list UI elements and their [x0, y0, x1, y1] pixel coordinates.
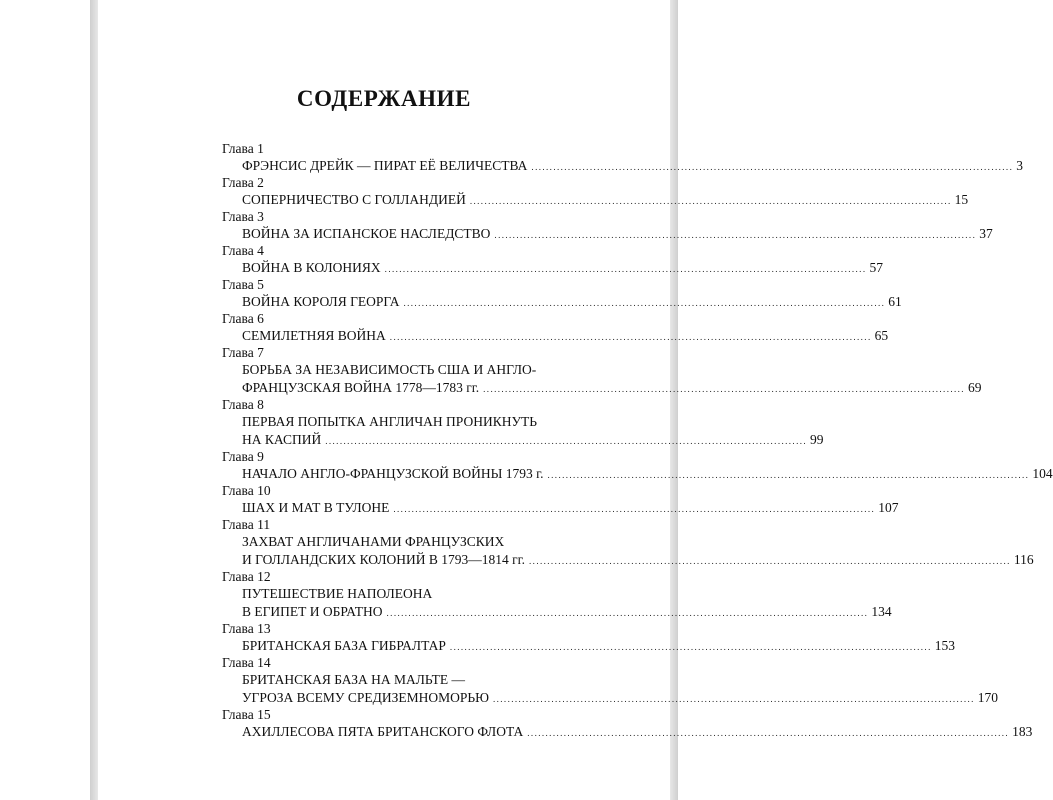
toc-entry [222, 483, 899, 517]
dot-leader: .................................................................................................................................... [492, 694, 975, 704]
page-number: 37 [979, 226, 993, 241]
toc-entry [222, 655, 999, 707]
toc-entry [222, 345, 982, 397]
dot-leader: .................................................................................................................................... [403, 298, 886, 308]
page-number: 65 [874, 328, 889, 343]
toc-entry [222, 277, 902, 311]
chapter-title: ПУТЕШЕСТВИЕ НАПОЛЕОНА [242, 586, 433, 601]
toc-title-line [242, 585, 584, 603]
dot-leader: .................................................................................................................................... [494, 230, 977, 240]
chapter-label: Глава 10 [222, 483, 271, 498]
page-number: 116 [1013, 552, 1034, 567]
toc-title-line-with-page [242, 191, 969, 209]
chapter-label: Глава 12 [222, 569, 271, 584]
chapter-label: Глава 8 [222, 397, 264, 412]
chapter-title: НА КАСПИЙ [242, 432, 322, 447]
chapter-label: Глава 6 [222, 311, 264, 326]
dot-leader: .................................................................................................................................... [483, 384, 965, 394]
page-number: 134 [871, 604, 892, 619]
chapter-title: И ГОЛЛАНДСКИХ КОЛОНИЙ В 1793—1814 гг. [242, 552, 526, 567]
toc-title-line [242, 361, 584, 379]
toc-title-line-with-page [242, 637, 955, 655]
page-number: 3 [1016, 158, 1023, 173]
dot-leader: .................................................................................................................................... [393, 504, 876, 514]
toc-entry [222, 517, 1034, 569]
chapter-label: Глава 14 [222, 655, 271, 670]
page-right-edge [670, 0, 678, 800]
toc-entry [222, 707, 1033, 741]
page-number: 15 [954, 192, 969, 207]
dot-leader: .................................................................................................................................... [531, 162, 1014, 172]
chapter-title: ШАХ И МАТ В ТУЛОНЕ [242, 500, 390, 515]
chapter-title: ФРЭНСИС ДРЕЙК — ПИРАТ ЕЁ ВЕЛИЧЕСТВА [242, 158, 528, 173]
page-number: 153 [934, 638, 955, 653]
dot-leader: .................................................................................................................................... [384, 264, 867, 274]
chapter-title: ВОЙНА КОРОЛЯ ГЕОРГА [242, 294, 400, 309]
toc-title-line [242, 671, 584, 689]
toc-title-line [242, 413, 584, 431]
toc-entry [222, 175, 969, 209]
page-number: 183 [1012, 724, 1033, 739]
toc-entry [222, 311, 889, 345]
toc-title-line-with-page [242, 293, 902, 311]
dot-leader: .................................................................................................................................... [527, 728, 1010, 738]
dot-leader: .................................................................................................................................... [529, 556, 1011, 566]
table-of-contents [222, 141, 1053, 741]
chapter-title: НАЧАЛО АНГЛО-ФРАНЦУЗСКОЙ ВОЙНЫ 1793 г. [242, 466, 544, 481]
chapter-title: ВОЙНА В КОЛОНИЯХ [242, 260, 381, 275]
page-number: 61 [888, 294, 902, 309]
chapter-title: УГРОЗА ВСЕМУ СРЕДИЗЕМНОМОРЬЮ [242, 690, 489, 705]
chapter-label: Глава 13 [222, 621, 271, 636]
chapter-title: БРИТАНСКАЯ БАЗА НА МАЛЬТЕ — [242, 672, 465, 687]
page-title: СОДЕРЖАНИЕ [296, 86, 472, 111]
chapter-title: В ЕГИПЕТ И ОБРАТНО [242, 604, 383, 619]
chapter-title: ФРАНЦУЗСКАЯ ВОЙНА 1778—1783 гг. [242, 380, 480, 395]
chapter-label: Глава 4 [222, 243, 264, 258]
chapter-title: СОПЕРНИЧЕСТВО С ГОЛЛАНДИЕЙ [242, 192, 466, 207]
toc-title-line-with-page [242, 327, 889, 345]
chapter-title: БОРЬБА ЗА НЕЗАВИСИМОСТЬ США И АНГЛО- [242, 362, 537, 377]
chapter-title: ПЕРВАЯ ПОПЫТКА АНГЛИЧАН ПРОНИКНУТЬ [242, 414, 538, 429]
dot-leader: .................................................................................................................................... [469, 196, 952, 206]
toc-entry [222, 397, 824, 449]
toc-title-line-with-page [242, 225, 993, 243]
toc-title-line-with-page [242, 465, 1053, 483]
toc-title-line [242, 533, 584, 551]
toc-title-line-with-page [242, 259, 883, 277]
page-number: 170 [977, 690, 999, 705]
chapter-title: ВОЙНА ЗА ИСПАНСКОЕ НАСЛЕДСТВО [242, 226, 491, 241]
toc-entry [222, 621, 955, 655]
toc-title-line-with-page [242, 157, 1023, 175]
toc-entry [222, 243, 883, 277]
page-number: 104 [1032, 466, 1053, 481]
chapter-title: ЗАХВАТ АНГЛИЧАНАМИ ФРАНЦУЗСКИХ [242, 534, 505, 549]
toc-title-line-with-page [242, 431, 824, 449]
toc-entry [222, 569, 892, 621]
chapter-label: Глава 1 [222, 141, 264, 156]
dot-leader: .................................................................................................................................... [547, 470, 1030, 480]
dot-leader: .................................................................................................................................... [449, 642, 932, 652]
toc-title-line-with-page [242, 499, 899, 517]
page-number: 107 [878, 500, 899, 515]
page-number: 99 [810, 432, 824, 447]
chapter-title: АХИЛЛЕСОВА ПЯТА БРИТАНСКОГО ФЛОТА [242, 724, 524, 739]
page-number: 69 [967, 380, 982, 395]
toc-title-line-with-page [242, 723, 1033, 741]
toc-entry [222, 141, 1023, 175]
chapter-label: Глава 3 [222, 209, 264, 224]
toc-entry [222, 449, 1053, 483]
chapter-title: БРИТАНСКАЯ БАЗА ГИБРАЛТАР [242, 638, 446, 653]
page-left-edge [90, 0, 98, 800]
dot-leader: .................................................................................................................................... [389, 332, 872, 342]
chapter-label: Глава 7 [222, 345, 264, 360]
chapter-label: Глава 5 [222, 277, 264, 292]
toc-title-line-with-page [242, 603, 892, 621]
book-page [98, 0, 1053, 800]
toc-title-line-with-page [242, 379, 982, 397]
dot-leader: .................................................................................................................................... [325, 436, 808, 446]
page-number: 57 [869, 260, 883, 275]
toc-title-line-with-page [242, 689, 999, 707]
chapter-label: Глава 11 [222, 517, 271, 532]
chapter-label: Глава 15 [222, 707, 271, 722]
toc-entry [222, 209, 993, 243]
chapter-title: СЕМИЛЕТНЯЯ ВОЙНА [242, 328, 386, 343]
chapter-label: Глава 2 [222, 175, 264, 190]
chapter-label: Глава 9 [222, 449, 264, 464]
dot-leader: .................................................................................................................................... [386, 608, 869, 618]
toc-title-line-with-page [242, 551, 1034, 569]
